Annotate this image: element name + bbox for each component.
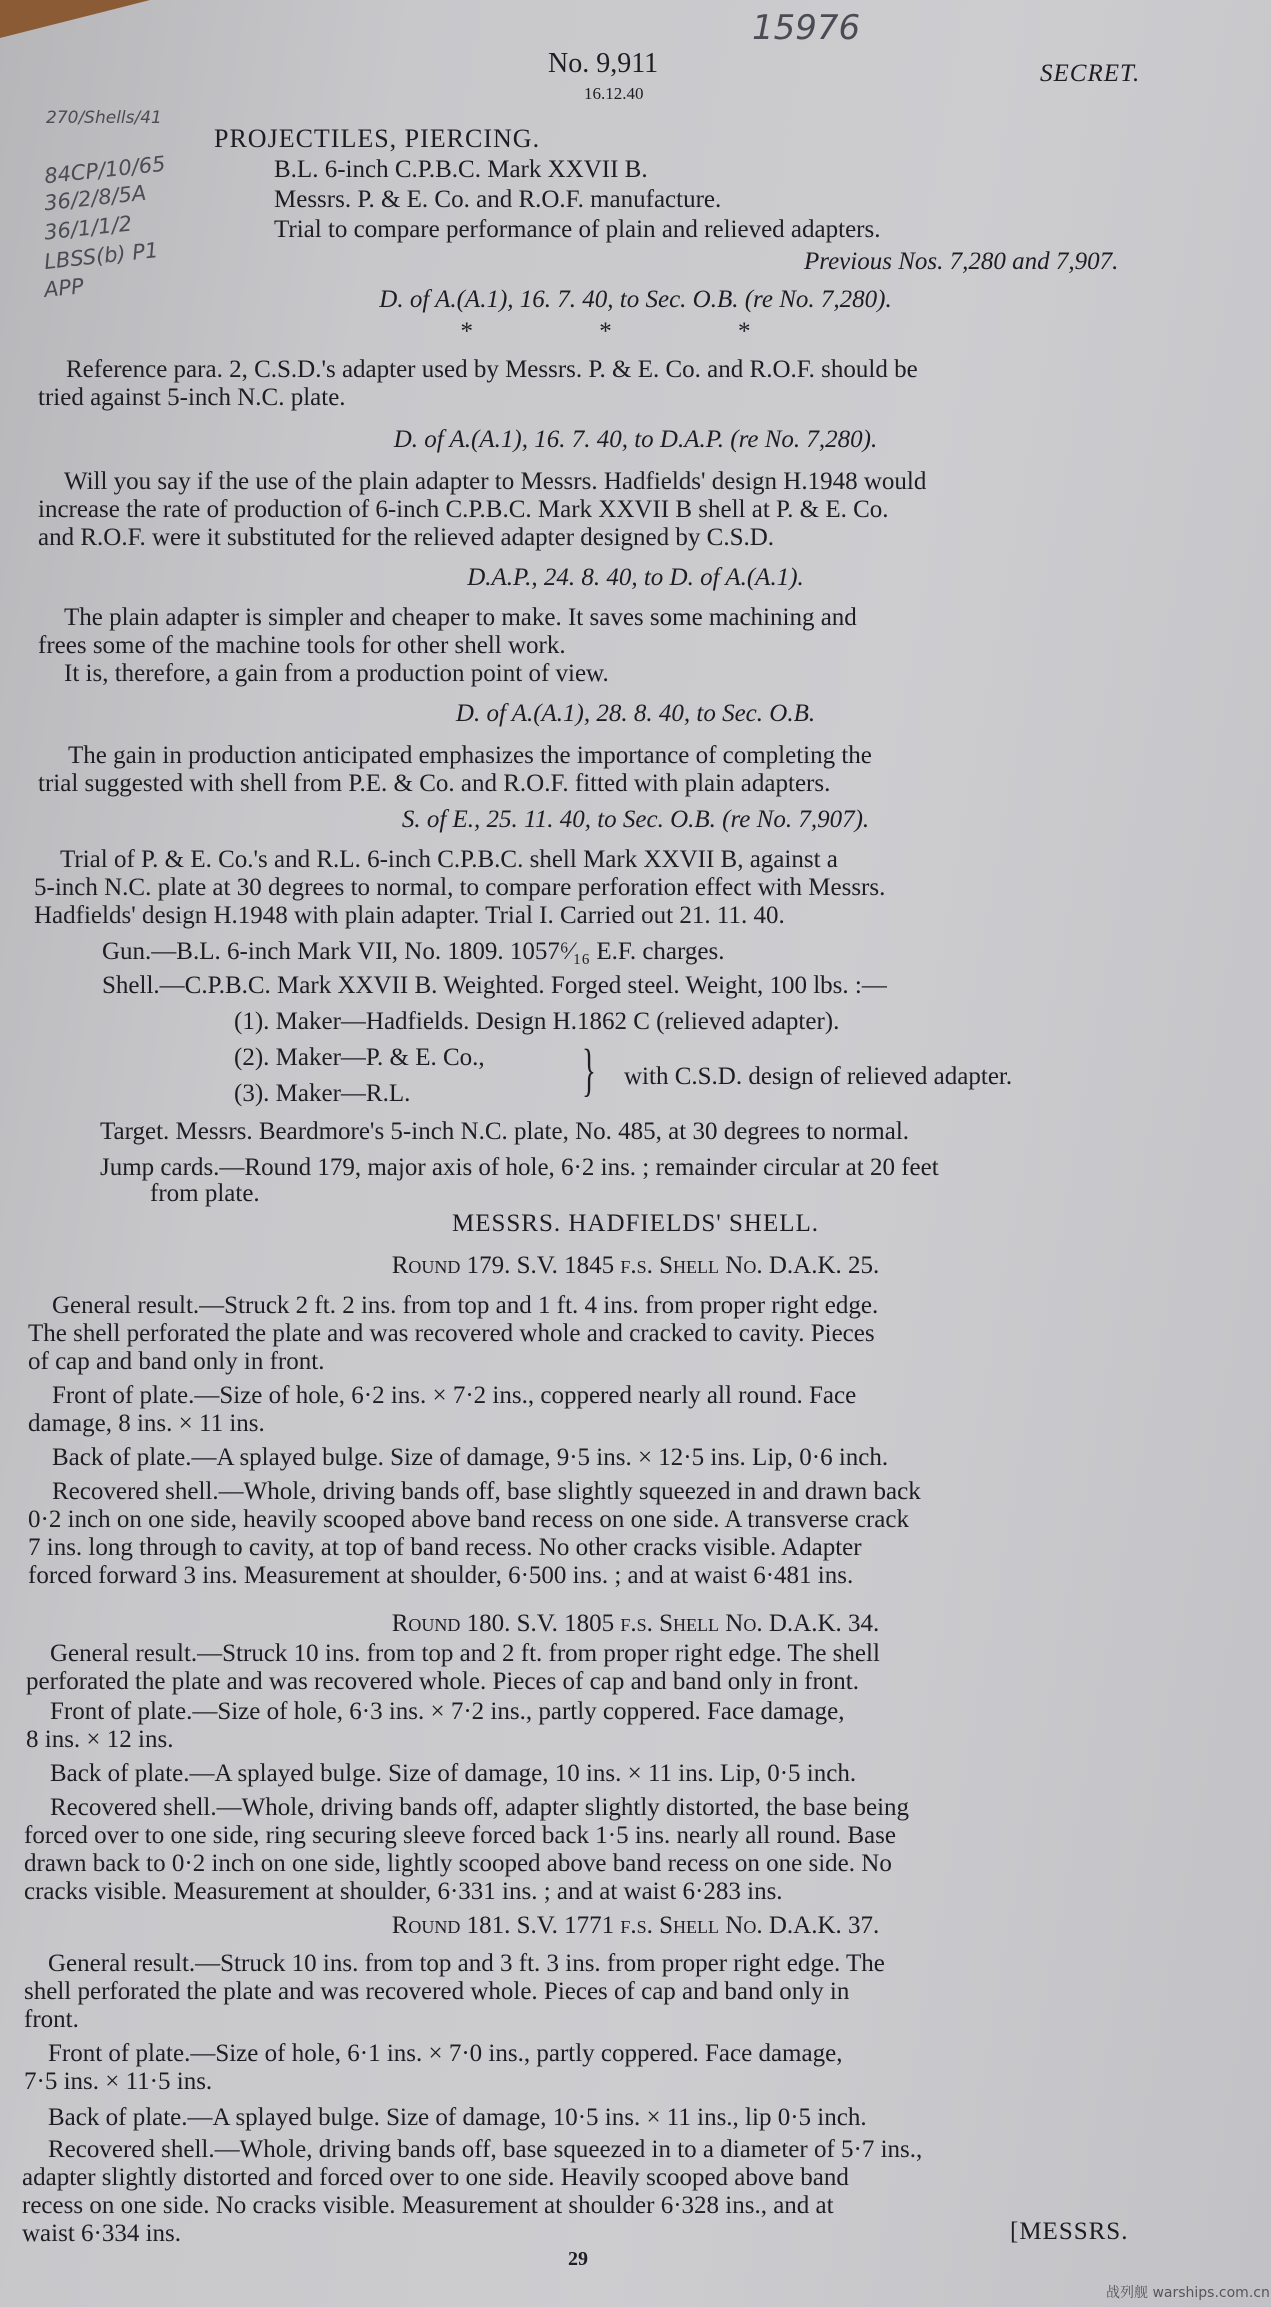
round-line: Back of plate.—A splayed bulge. Size of damage, 10·5 ins. × 11 ins., lip 0·5 inch. [48, 2104, 867, 2131]
body-line: It is, therefore, a gain from a production point of view. [64, 660, 609, 687]
title-line: B.L. 6-inch C.P.B.C. Mark XXVII B. [274, 156, 648, 183]
brace: } [582, 1037, 596, 1102]
page-title: PROJECTILES, PIERCING. [214, 124, 541, 153]
maker-line: (1). Maker—Hadfields. Design H.1862 C (relieved adapter). [234, 1008, 840, 1035]
subheading: MESSRS. HADFIELDS' SHELL. [451, 1210, 820, 1237]
document-number: No. 9,911 [548, 48, 659, 79]
round-line: recess on one side. No cracks visible. Measurement at shoulder 6·328 ins., and at [22, 2192, 834, 2219]
round-line: General result.—Struck 2 ft. 2 ins. from top and 1 ft. 4 ins. from proper right edge. [52, 1292, 879, 1319]
round-line: cracks visible. Measurement at shoulder, 6·331 ins. ; and at waist 6·283 ins. [24, 1878, 783, 1905]
round-line: perforated the plate and was recovered whole. Pieces of cap and band only in front. [26, 1668, 860, 1695]
handwritten-number: 15976 [752, 8, 861, 48]
round-line: drawn back to 0·2 inch on one side, lightly scooped above band recess on one side. No [24, 1850, 892, 1877]
catchword: [MESSRS. [1010, 2218, 1129, 2245]
round-line: 0·2 inch on one side, heavily scooped above band recess on one side. A transverse crack [28, 1506, 909, 1533]
body-line: trial suggested with shell from P.E. & Co. and R.O.F. fitted with plain adapters. [38, 770, 831, 797]
target-line: Target. Messrs. Beardmore's 5-inch N.C. plate, No. 485, at 30 degrees to normal. [100, 1118, 910, 1145]
shell-line: Shell.—C.P.B.C. Mark XXVII B. Weighted. Forged steel. Weight, 100 lbs. :— [102, 972, 887, 999]
round-line: shell perforated the plate and was recovered whole. Pieces of cap and band only in [24, 1978, 850, 2005]
previous-numbers: Previous Nos. 7,280 and 7,907. [804, 248, 1119, 275]
round-line: 8 ins. × 12 ins. [26, 1726, 174, 1753]
body-line: tried against 5-inch N.C. plate. [38, 384, 346, 411]
section-heading: D. of A.(A.1), 16. 7. 40, to D.A.P. (re No. 7,280). [393, 426, 878, 453]
page-corner [0, 0, 150, 38]
watermark: 战列舰 warships.com.cn [1106, 2285, 1270, 2301]
round-line: forced forward 3 ins. Measurement at shoulder, 6·500 ins. ; and at waist 6·481 ins. [28, 1562, 854, 1589]
margin-ref: 36/1/1/2 [42, 211, 134, 245]
section-heading: S. of E., 25. 11. 40, to Sec. O.B. (re No. 7,907). [401, 806, 870, 833]
document-date: 16.12.40 [584, 84, 644, 103]
body-line: increase the rate of production of 6-inch C.P.B.C. Mark XXVII B shell at P. & E. Co. [38, 496, 889, 523]
margin-ref: LBSS(b) P1 [43, 238, 160, 274]
jump-cards-line: from plate. [150, 1180, 260, 1207]
maker-line: (2). Maker—P. & E. Co., [234, 1044, 485, 1071]
margin-ref: 270/Shells/41 [46, 108, 162, 128]
round-line: Back of plate.—A splayed bulge. Size of damage, 9·5 ins. × 12·5 ins. Lip, 0·6 inch. [52, 1444, 889, 1471]
gun-line: Gun.—B.L. 6-inch Mark VII, No. 1809. 1057⁶⁄₁₆ E.F. charges. [102, 938, 725, 965]
body-line: 5-inch N.C. plate at 30 degrees to normal, to compare perforation effect with Messrs. [34, 874, 886, 901]
round-line: Recovered shell.—Whole, driving bands off, adapter slightly distorted, the base being [50, 1794, 910, 1821]
round-line: Front of plate.—Size of hole, 6·1 ins. × 7·0 ins., partly coppered. Face damage, [48, 2040, 843, 2067]
round-line: Back of plate.—A splayed bulge. Size of damage, 10 ins. × 11 ins. Lip, 0·5 inch. [50, 1760, 857, 1787]
round-line: Recovered shell.—Whole, driving bands off, base squeezed in to a diameter of 5·7 ins., [48, 2136, 923, 2163]
round-heading: Round 181. S.V. 1771 f.s. Shell No. D.A.K. 37. [391, 1912, 880, 1939]
round-line: General result.—Struck 10 ins. from top and 3 ft. 3 ins. from proper right edge. The [48, 1950, 885, 1977]
body-line: and R.O.F. were it substituted for the relieved adapter designed by C.S.D. [38, 524, 775, 551]
round-heading: Round 180. S.V. 1805 f.s. Shell No. D.A.K. 34. [391, 1610, 880, 1637]
round-line: front. [24, 2006, 79, 2033]
body-line: Hadfields' design H.1948 with plain adapter. Trial I. Carried out 21. 11. 40. [34, 902, 785, 929]
margin-ref: 84CP/10/65 [43, 151, 167, 189]
title-line: Messrs. P. & E. Co. and R.O.F. manufacture. [274, 186, 722, 213]
title-line: Trial to compare performance of plain and relieved adapters. [274, 216, 881, 243]
secret-label: SECRET. [1040, 60, 1141, 87]
section-heading: D. of A.(A.1), 16. 7. 40, to Sec. O.B. (re No. 7,280). [379, 286, 892, 313]
section-heading: D.A.P., 24. 8. 40, to D. of A.(A.1). [467, 564, 804, 591]
body-line: The plain adapter is simpler and cheaper to make. It saves some machining and [64, 604, 857, 631]
round-line: Recovered shell.—Whole, driving bands off, base slightly squeezed in and drawn back [52, 1478, 921, 1505]
body-line: The gain in production anticipated emphasizes the importance of completing the [68, 742, 872, 769]
margin-ref: APP [42, 273, 85, 303]
brace-text: with C.S.D. design of relieved adapter. [624, 1063, 1013, 1090]
round-line: 7 ins. long through to cavity, at top of band recess. No other cracks visible. Adapter [28, 1534, 862, 1561]
margin-ref: 36/2/8/5A [43, 180, 148, 216]
maker-line: (3). Maker—R.L. [234, 1080, 411, 1107]
round-line: 7·5 ins. × 11·5 ins. [24, 2068, 213, 2095]
round-line: of cap and band only in front. [28, 1348, 325, 1375]
round-line: forced over to one side, ring securing sleeve forced back 1·5 ins. nearly all round. Base [24, 1822, 896, 1849]
round-line: Front of plate.—Size of hole, 6·3 ins. × 7·2 ins., partly coppered. Face damage, [50, 1698, 845, 1725]
round-heading: Round 179. S.V. 1845 f.s. Shell No. D.A.K. 25. [391, 1252, 880, 1279]
body-line: Reference para. 2, C.S.D.'s adapter used by Messrs. P. & E. Co. and R.O.F. should be [66, 356, 918, 383]
jump-cards-line: Jump cards.—Round 179, major axis of hole, 6·2 ins. ; remainder circular at 20 feet [100, 1154, 939, 1181]
round-line: General result.—Struck 10 ins. from top and 2 ft. from proper right edge. The shell [50, 1640, 880, 1667]
round-line: The shell perforated the plate and was recovered whole and cracked to cavity. Pieces [28, 1320, 875, 1347]
round-line: damage, 8 ins. × 11 ins. [28, 1410, 265, 1437]
round-line: adapter slightly distorted and forced over to one side. Heavily scooped above band [22, 2164, 849, 2191]
round-line: Front of plate.—Size of hole, 6·2 ins. × 7·2 ins., coppered nearly all round. Face [52, 1382, 857, 1409]
section-heading: D. of A.(A.1), 28. 8. 40, to Sec. O.B. [455, 700, 816, 727]
body-line: Trial of P. & E. Co.'s and R.L. 6-inch C.P.B.C. shell Mark XXVII B, against a [60, 846, 838, 873]
body-line: Will you say if the use of the plain adapter to Messrs. Hadfields' design H.1948 would [64, 468, 927, 495]
page-number: 29 [568, 2248, 588, 2270]
body-line: frees some of the machine tools for other shell work. [38, 632, 566, 659]
round-line: waist 6·334 ins. [22, 2220, 182, 2247]
ellipsis-dots: * * * [460, 318, 811, 345]
